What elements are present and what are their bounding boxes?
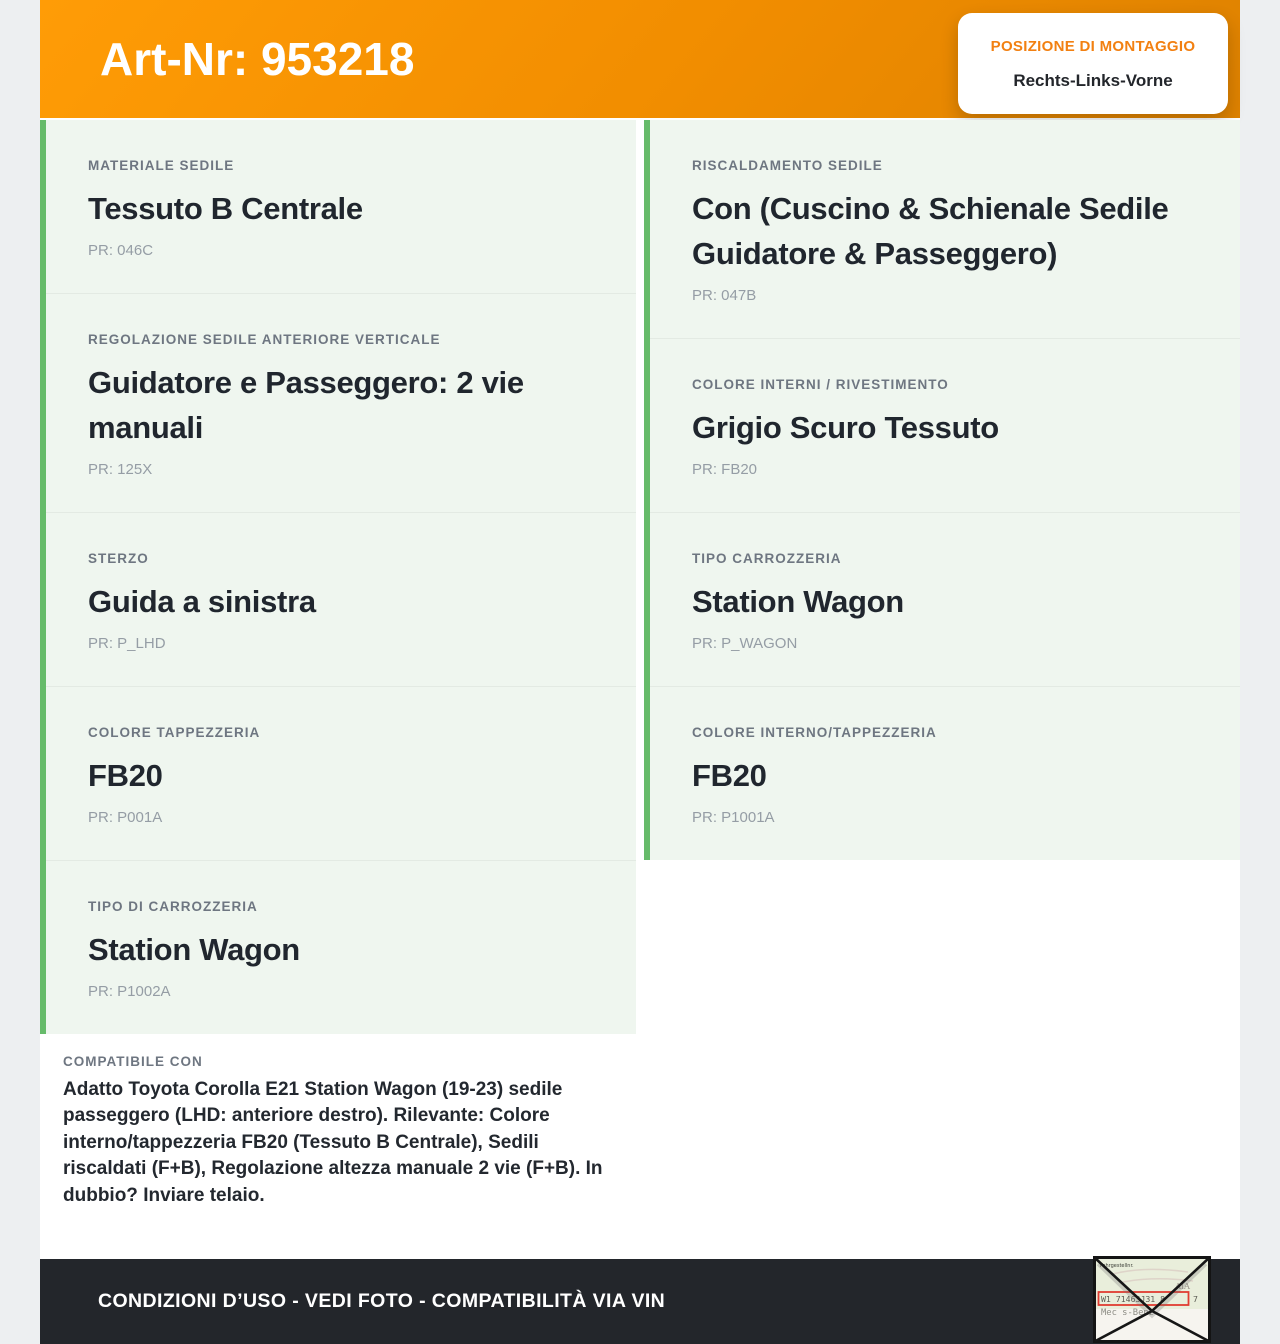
compatibility-text: Adatto Toyota Corolla E21 Station Wagon (19-23) sedile passeggero (LHD: anteriore destro). Rilevante: Colore interno/tappezzeria FB20 (Tessuto B Centrale), Sedili riscaldati (F+B), Regolazione altezza manuale 2 vie (F+B). In dubbio? Inviare telaio. — [63, 1078, 603, 1206]
spec-pr-code: PR: P001A — [88, 808, 163, 826]
vin-number: W1 71463J31 8 — [1101, 1294, 1166, 1304]
spec-pr-code: PR: 046C — [88, 241, 154, 259]
vin-doc-label: Fahrgestellnr. — [1100, 1263, 1134, 1269]
mount-position-value: Rechts-Links-Vorne — [1013, 70, 1173, 90]
spec-label: COLORE INTERNI / RIVESTIMENTO — [692, 376, 949, 392]
spec-label: STERZO — [88, 550, 149, 566]
spec-pr-code: PR: P_LHD — [88, 634, 166, 652]
spec-pr-code: PR: FB20 — [692, 460, 758, 478]
spec-label: COLORE TAPPEZZERIA — [88, 724, 261, 740]
spec-card-tipo-di-carrozzeria — [46, 861, 636, 1034]
spec-value: Con (Cuscino & Schienale Sedile Guidatore & Passeggero) — [692, 191, 1169, 271]
spec-pr-code: PR: 047B — [692, 286, 757, 304]
footer-conditions-text: CONDIZIONI D’USO - VEDI FOTO - COMPATIBILITÀ VIA VIN — [98, 1290, 666, 1312]
spec-value: FB20 — [88, 757, 163, 793]
compatibility-card — [40, 1034, 636, 1226]
spec-stack-left — [40, 120, 636, 1034]
spec-column-right — [644, 120, 1240, 860]
spec-card-colore-tappezzeria — [46, 687, 636, 861]
vin-envelope-image — [1093, 1256, 1211, 1343]
spec-card-colore-interni — [650, 339, 1240, 513]
spec-label: MATERIALE SEDILE — [88, 158, 235, 173]
spec-card-riscaldamento-sedile — [650, 120, 1240, 339]
mount-position-card — [958, 13, 1228, 114]
spec-value: Tessuto B Centrale — [88, 191, 363, 226]
spec-label: TIPO CARROZZERIA — [692, 550, 842, 566]
spec-value: FB20 — [692, 757, 767, 793]
spec-card-sterzo — [46, 513, 636, 687]
spec-value: Guidatore e Passeggero: 2 vie manuali — [88, 364, 524, 445]
spec-pr-code: PR: P_WAGON — [692, 634, 798, 652]
spec-card-colore-interno-tappezzeria — [650, 687, 1240, 860]
spec-columns — [40, 120, 1240, 1226]
vin-brand-text: Mec s-Benz — [1101, 1308, 1154, 1318]
spec-stack-right — [644, 120, 1240, 860]
vin-doc-mark: AiA — [1175, 1282, 1190, 1292]
header-bar — [40, 0, 1240, 118]
spec-value: Grigio Scuro Tessuto — [692, 409, 999, 445]
spec-card-tipo-carrozzeria — [650, 513, 1240, 687]
spec-label: TIPO DI CARROZZERIA — [88, 898, 258, 914]
spec-pr-code: PR: P1001A — [692, 808, 775, 826]
spec-card-regolazione-sedile — [46, 294, 636, 513]
spec-label: COLORE INTERNO/TAPPEZZERIA — [692, 724, 937, 740]
spec-value: Station Wagon — [88, 931, 300, 967]
spec-value: Station Wagon — [692, 583, 904, 619]
mount-position-label: POSIZIONE DI MONTAGGIO — [990, 37, 1196, 55]
listing-page — [40, 0, 1240, 1344]
spec-label: RISCALDAMENTO SEDILE — [692, 158, 883, 173]
spec-label: REGOLAZIONE SEDILE ANTERIORE VERTICALE — [88, 331, 441, 347]
spec-pr-code: PR: 125X — [88, 460, 153, 478]
compatibility-label: COMPATIBILE CON — [63, 1053, 203, 1069]
spec-value: Guida a sinistra — [88, 583, 316, 619]
footer-bar — [40, 1259, 1240, 1344]
spec-column-left — [40, 120, 636, 1226]
spec-card-materiale-sedile — [46, 120, 636, 294]
vin-number-suffix: 7 — [1193, 1294, 1198, 1304]
page-title: Art-Nr: 953218 — [100, 33, 415, 85]
spec-pr-code: PR: P1002A — [88, 982, 171, 1000]
